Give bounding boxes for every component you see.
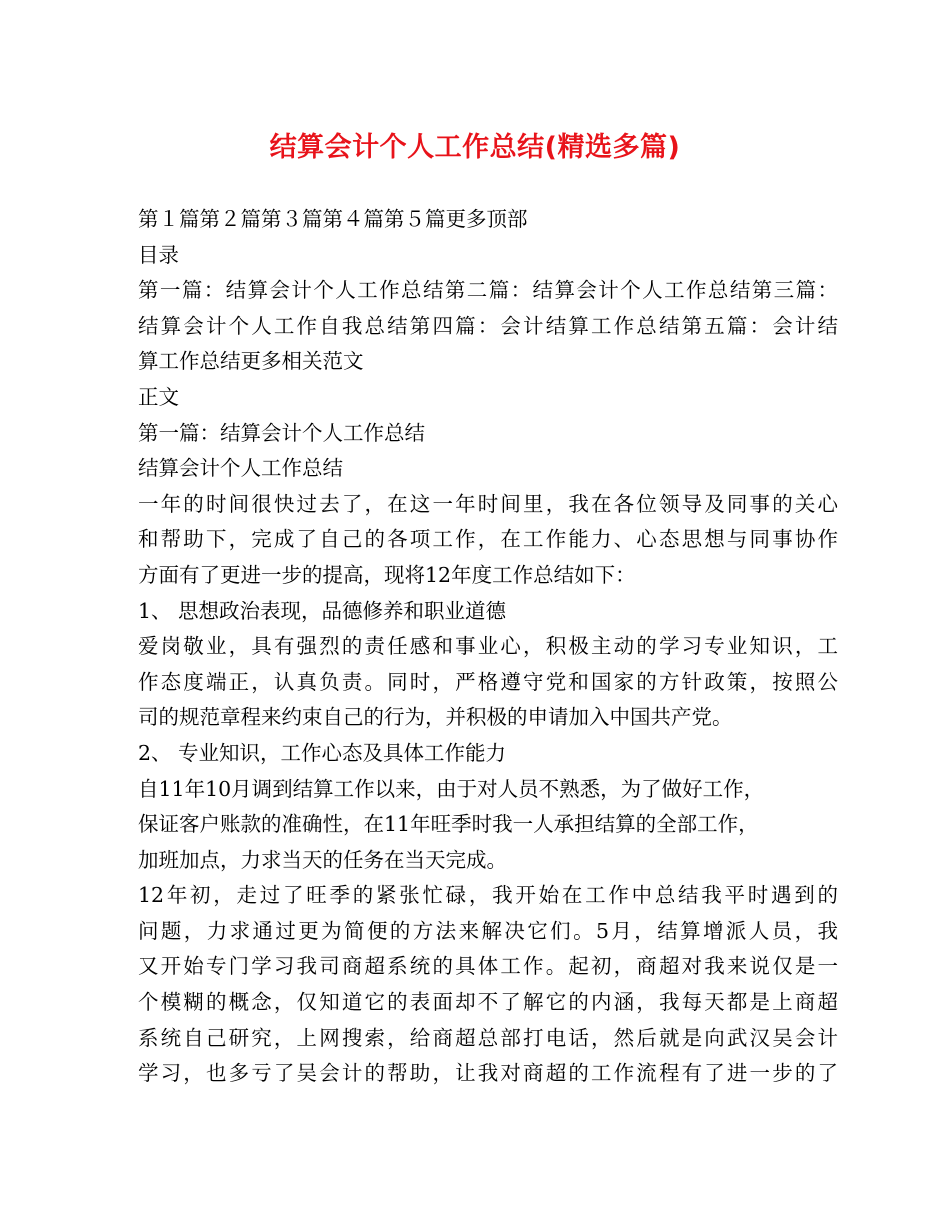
section-nav-line: 第１篇第２篇第３篇第４篇第５篇更多顶部: [138, 207, 528, 231]
paragraph-line: 司的规范章程来约束自己的行为，并积极的申请加入中国共产党。: [138, 705, 733, 730]
toc-line: 结算会计个人工作自我总结第四篇：会计结算工作总结第五篇：会计结: [138, 313, 838, 338]
paragraph-line: 保证客户账款的准确性，在11年旺季时我一人承担结算的全部工作，: [138, 812, 759, 837]
chapter-heading: 第一篇：结算会计个人工作总结: [138, 420, 425, 445]
paragraph-line: 和帮助下，完成了自己的各项工作，在工作能力、心态思想与同事协作: [138, 527, 838, 552]
paragraph-line: 又开始专门学习我司商超系统的具体工作。起初，商超对我来说仅是一: [138, 954, 838, 979]
paragraph-line: 学习，也多亏了吴会计的帮助，让我对商超的工作流程有了进一步的了: [138, 1061, 838, 1086]
document-body: [138, 202, 838, 1092]
document-title: 结算会计个人工作总结(精选多篇): [269, 132, 681, 163]
paragraph-line: 自11年10月调到结算工作以来，由于对人员不熟悉，为了做好工作，: [138, 776, 765, 801]
paragraph-line: 方面有了更进一步的提高，现将12年度工作总结如下：: [138, 562, 636, 587]
body-heading: 正文: [138, 384, 179, 409]
paragraph-line: 问题，力求通过更为简便的方法来解决它们。5月，结算增派人员，我: [138, 918, 838, 943]
paragraph-line: 爱岗敬业，具有强烈的责任感和事业心，积极主动的学习专业知识，工: [138, 634, 838, 659]
numbered-heading: 2、 专业知识，工作心态及具体工作能力: [138, 740, 507, 765]
article-title: 结算会计个人工作总结: [138, 456, 343, 481]
numbered-heading: 1、 思想政治表现，品德修养和职业道德: [138, 598, 507, 623]
paragraph-line: 作态度端正，认真负责。同时，严格遵守党和国家的方针政策，按照公: [138, 669, 838, 694]
toc-line: 算工作总结更多相关范文: [138, 349, 364, 374]
paragraph-line: 加班加点，力求当天的任务在当天完成。: [138, 847, 507, 872]
toc-heading: 目录: [138, 242, 179, 267]
paragraph-line: 12年初，走过了旺季的紧张忙碌，我开始在工作中总结我平时遇到的: [138, 883, 838, 908]
paragraph-line: 一年的时间很快过去了，在这一年时间里，我在各位领导及同事的关心: [138, 491, 838, 516]
toc-line: 第一篇：结算会计个人工作总结第二篇：结算会计个人工作总结第三篇：: [138, 278, 838, 303]
paragraph-line: 系统自己研究，上网搜索，给商超总部打电话，然后就是向武汉吴会计: [138, 1025, 838, 1050]
paragraph-line: 个模糊的概念，仅知道它的表面却不了解它的内涵，我每天都是上商超: [138, 990, 838, 1015]
